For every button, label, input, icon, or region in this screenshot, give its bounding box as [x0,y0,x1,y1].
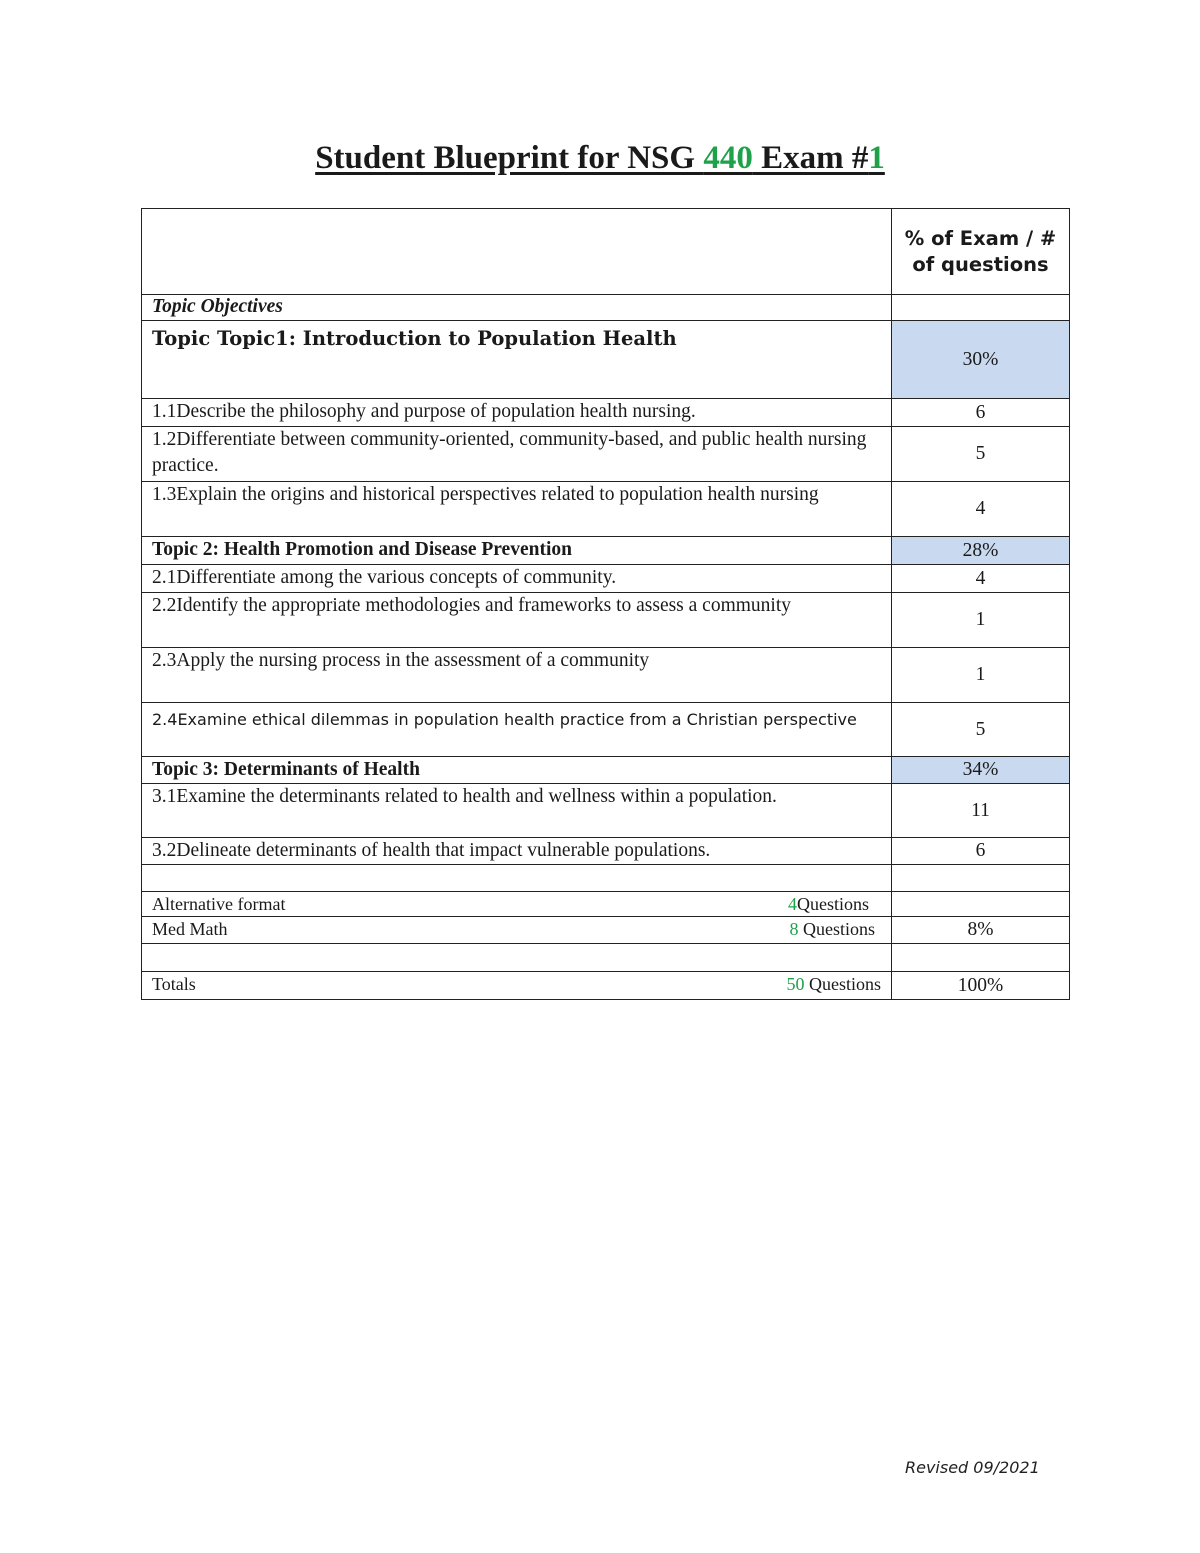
alt-format-count: 4 [788,894,797,914]
topic-3-label: Topic 3: Determinants of Health [142,757,892,784]
objective-row [142,565,1070,593]
totals-count: 50 [786,974,805,994]
objectives-label: Topic Objectives [142,295,892,321]
objective-text: 3.2Delineate determinants of health that impact vulnerable populations. [142,838,892,865]
header-blank-cell [142,209,892,295]
spacer-row [142,944,1070,972]
page-title: Student Blueprint for NSG 440 Exam #1 [315,140,885,176]
header-row [142,209,1070,295]
med-math-percent: 8% [892,917,1070,944]
objective-row [142,784,1070,838]
med-math-label: Med Math [152,919,228,939]
topic-3-percent: 34% [892,757,1070,784]
alt-format-row: Alternative format 4Questions [142,892,1070,917]
topic-row [142,757,1070,784]
objective-count: 4 [892,482,1070,537]
objective-row [142,482,1070,537]
med-math-row: Med Math 8 Questions 8% [142,917,1070,944]
objective-text: 1.2Differentiate between community-oriented, community-based, and public health nursing practice. [142,427,892,482]
objective-text: 2.2Identify the appropriate methodologies and frameworks to assess a community [142,593,892,648]
revised-date: Revised 09/2021 [905,1458,1040,1477]
alt-format-label: Alternative format [152,894,286,914]
objective-row [142,838,1070,865]
topic-2-percent: 28% [892,537,1070,565]
topic-row [142,537,1070,565]
objective-row [142,593,1070,648]
objective-count: 6 [892,399,1070,427]
totals-percent: 100% [892,972,1070,1000]
objective-text: 2.1Differentiate among the various concepts of community. [142,565,892,593]
objective-row [142,427,1070,482]
objective-count: 6 [892,838,1070,865]
totals-row: Totals 50 Questions 100% [142,972,1070,1000]
topic-row [142,321,1070,399]
objective-text: 1.1Describe the philosophy and purpose of population health nursing. [142,399,892,427]
topic-1-label: Topic Topic1: Introduction to Population Health [142,321,892,399]
objective-count: 1 [892,593,1070,648]
objective-row [142,399,1070,427]
objective-text: 3.1Examine the determinants related to health and wellness within a population. [142,784,892,838]
objective-text: 1.3Explain the origins and historical perspectives related to population health nursing [142,482,892,537]
objective-row [142,648,1070,703]
med-math-count: 8 [789,919,799,939]
objective-count: 1 [892,648,1070,703]
objective-count: 4 [892,565,1070,593]
objective-count: 5 [892,427,1070,482]
exam-number: 1 [868,140,885,176]
objectives-label-row [142,295,1070,321]
totals-label: Totals [152,974,196,994]
header-percent-cell: % of Exam / # of questions [892,209,1070,295]
objective-row [142,703,1070,757]
objective-text: 2.4Examine ethical dilemmas in population health practice from a Christian perspective [142,703,892,757]
objective-text: 2.3Apply the nursing process in the assessment of a community [142,648,892,703]
topic-1-percent: 30% [892,321,1070,399]
objective-count: 5 [892,703,1070,757]
course-number: 440 [703,140,753,176]
blueprint-table [141,208,1070,1000]
alt-format-percent [892,892,1070,917]
topic-2-label: Topic 2: Health Promotion and Disease Prevention [142,537,892,565]
objective-count: 11 [892,784,1070,838]
spacer-row [142,865,1070,892]
